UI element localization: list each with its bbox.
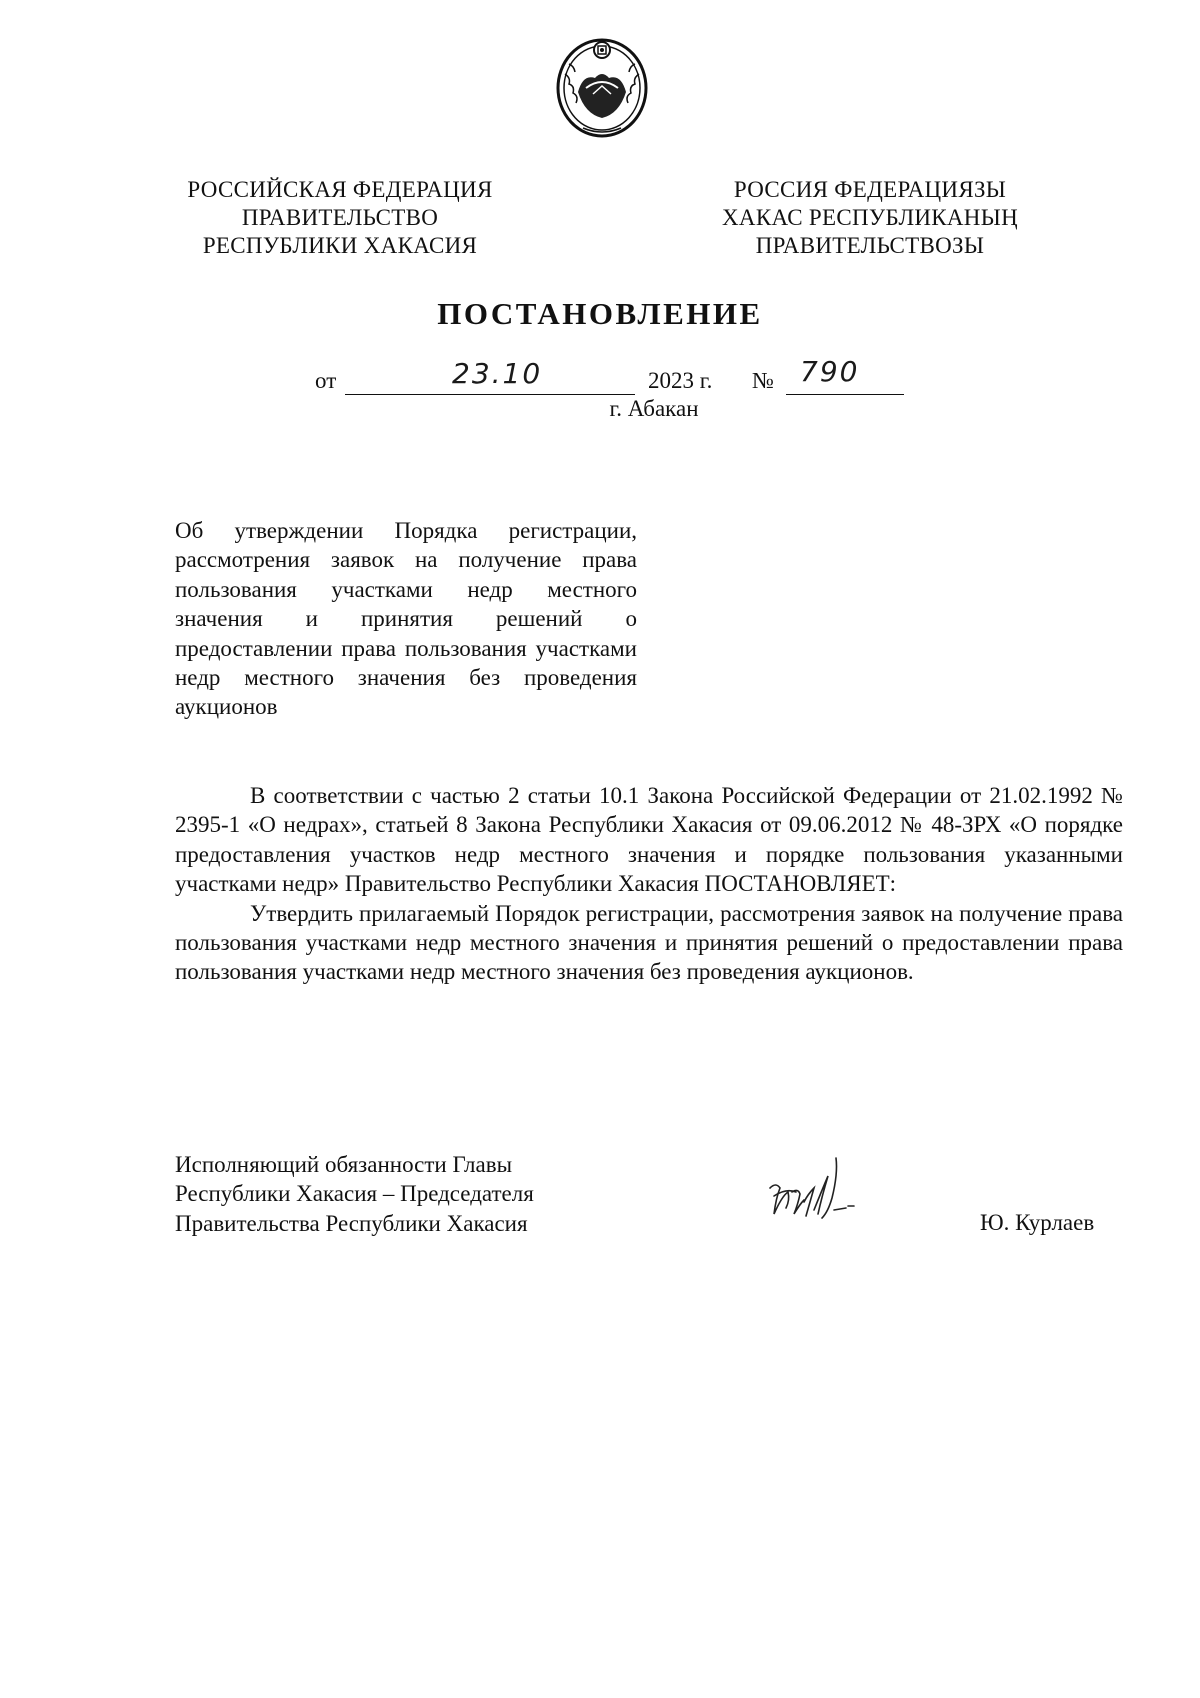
document-year: 2023 г. xyxy=(648,368,713,393)
document-body xyxy=(175,781,1123,987)
date-prefix: от xyxy=(315,368,337,393)
number-handwritten: 790 xyxy=(800,355,860,388)
document-city: г. Абакан xyxy=(609,396,699,421)
document-subject: Об утверждении Порядка регистрации, рассмотрения заявок на получение права пользования участками недр местного значения и принятия решений о предоставлении права пользования участками недр местного значения без проведения аукционов xyxy=(175,518,637,720)
date-handwritten: 23.10 xyxy=(452,357,543,390)
header-right xyxy=(690,176,1050,260)
number-underline xyxy=(786,394,904,395)
header-right-line: ХАКАС РЕСПУБЛИКАНЫҢ xyxy=(722,205,1018,230)
coat-of-arms-khakassia-icon xyxy=(553,34,651,140)
number-label: № xyxy=(752,368,774,393)
signatory-position-line: Исполняющий обязанности Главы xyxy=(175,1152,513,1177)
header-left xyxy=(160,176,520,260)
document-title: ПОСТАНОВЛЕНИЕ xyxy=(437,296,763,331)
signatory-position xyxy=(175,1150,534,1238)
signatory-position-line: Правительства Республики Хакасия xyxy=(175,1210,528,1236)
header-right-line: РОССИЯ ФЕДЕРАЦИЯЗЫ xyxy=(733,177,1007,202)
header-left-line: ПРАВИТЕЛЬСТВО xyxy=(241,205,439,230)
body-paragraph: В соответствии с частью 2 статьи 10.1 Закона Российской Федерации от 21.02.1992 № 2395-1 «О недрах», статьей 8 Закона Республики Хакасия от 09.06.2012 № 48-ЗРХ «О порядке предоставления участков недр местного значения и порядке пользования указанными участками недр» Правительство Республики Хакасия ПОСТАНОВЛЯЕТ: xyxy=(175,783,1123,897)
signatory-position-line: Республики Хакасия – Председателя xyxy=(175,1181,534,1207)
body-paragraph: Утвердить прилагаемый Порядок регистрации, рассмотрения заявок на получение права пользования участками недр местного значения и принятия решений о предоставлении права пользования участками недр местного значения без проведения аукционов. xyxy=(175,900,1123,985)
date-underline xyxy=(345,394,635,395)
handwritten-signature xyxy=(764,1152,884,1242)
header-right-line: ПРАВИТЕЛЬСТВОЗЫ xyxy=(755,233,985,258)
signatory-name: Ю. Курлаев xyxy=(980,1210,1095,1235)
header-left-line: РЕСПУБЛИКИ ХАКАСИЯ xyxy=(202,233,478,258)
header-left-line: РОССИЙСКАЯ ФЕДЕРАЦИЯ xyxy=(187,177,493,202)
